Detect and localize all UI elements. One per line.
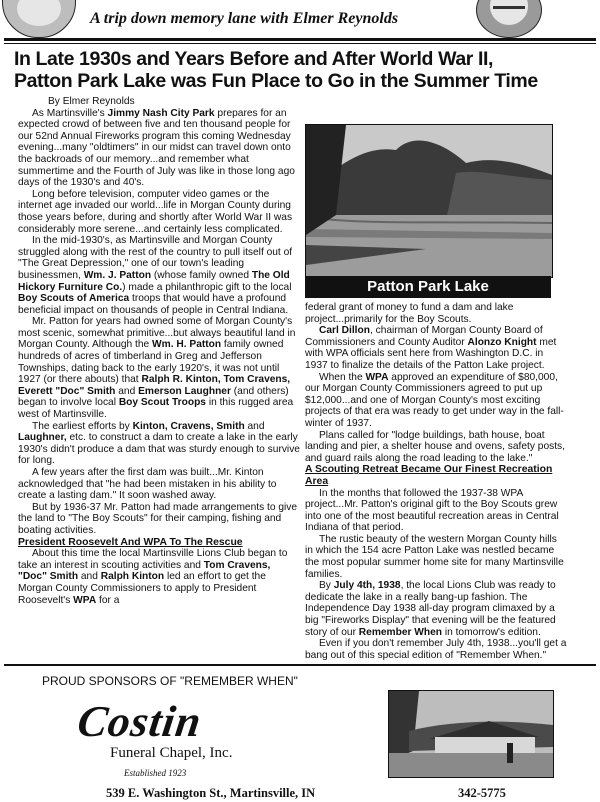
sponsor-title: PROUD SPONSORS OF "REMEMBER WHEN" xyxy=(42,674,298,688)
established-year: Established 1923 xyxy=(124,768,187,778)
paragraph: When the WPA approved an expenditure of $80,000, our Morgan County Commissioners agreed to put up $12,000...and one of Morgan County's most exciting projects of that era was ready to get under way in the fall-winter of 1937. xyxy=(305,371,564,429)
paragraph: Long before television, computer video games or the internet age invaded our world...life in Morgan County during those years before, during and shortly after World War II was considerably more serene...and certainly less complicated. xyxy=(18,188,293,235)
byline: By Elmer Reynolds xyxy=(48,96,135,107)
paragraph: Even if you don't remember July 4th, 1938...you'll get a bang out of this special edition of "Remember When." xyxy=(305,638,567,661)
paragraph: The earliest efforts by Kinton, Cravens, Smith and Laughner, etc. to construct a dam to create a lake in the early 1930's didn't produce a dam that was sturdy enough to survive for long. xyxy=(18,420,300,467)
headline-line-1: In Late 1930s and Years Before and After World War II, xyxy=(14,48,494,70)
author-portrait-right xyxy=(476,0,542,38)
chapel-phone: 342-5775 xyxy=(458,786,506,800)
paragraph: In the mid-1930's, as Martinsville and Morgan County struggled along with the rest of the country to pull itself out of "The Great Depression," one of our town's leading businessmen, Wm. J. Patton (whose family owned The Old Hickory Furniture Co.) made a philanthropic gift to the local Boy Scouts of America troops that would have a profound beneficial impact on thousands of people in Central Indiana. xyxy=(18,235,293,316)
paragraph: Mr. Patton for years had owned some of Morgan County's most scenic, somewhat primitive...but always beautiful land in Morgan County. Although the Wm. H. Patton family owned hundreds of acres of timberland in Greg and Jefferson Townships, dating back to the early 1920's, it was not until 1927 (or there abouts) that Ralph R. Kinton, Tom Cravens, Everett "Doc" Smith and Emerson Laughner (and others) began to involve local Boy Scout Troops in this rugged area west of Martinsville. xyxy=(18,316,296,421)
paragraph: About this time the local Martinsville Lions Club began to take an interest in scouting activities and Tom Cravens, "Doc" Smith and Ralph Kinton led an effort to get the Morgan County Commissioners to apply to President Roosevelt's WPA for a xyxy=(18,548,288,606)
header-rule-thin xyxy=(4,43,596,44)
article-right-column xyxy=(305,302,567,661)
paragraph: A few years after the first dam was built...Mr. Kinton acknowledged that "he had been mistaken in his ability to create a lasting dam." It soon washed away. xyxy=(18,467,277,502)
paragraph: federal grant of money to fund a dam and lake project...primarily for the Boy Scouts. xyxy=(305,302,514,325)
headline-line-2: Patton Park Lake was Fun Place to Go in the Summer Time xyxy=(14,70,538,92)
lake-photo xyxy=(305,124,553,278)
column-title: A trip down memory lane with Elmer Reynolds xyxy=(90,10,399,27)
subheading-scouting-retreat: A Scouting Retreat Became Our Finest Recreation Area xyxy=(305,464,553,487)
paragraph: In the months that followed the 1937-38 WPA project...Mr. Patton's original gift to the Boy Scouts grew into one of the most beautiful recreation areas in Central Indiana of that period. xyxy=(305,487,559,534)
subheading-roosevelt: President Roosevelt And WPA To The Rescue xyxy=(18,536,243,548)
column-header xyxy=(0,0,600,38)
paragraph: The rustic beauty of the western Morgan County hills in which the 154 acre Patton Lake was nestled became the most popular summer home site for many Martinsville families. xyxy=(305,533,564,580)
paragraph: By July 4th, 1938, the local Lions Club was ready to dedicate the lake in a really bang-up fashion. The Independence Day 1938 all-day program climaxed by a big "Fireworks Display" that evening will be the featured story of our Remember When in tomorrow's edition. xyxy=(305,580,556,638)
paragraph: Carl Dillon, chairman of Morgan County Board of Commissioners and County Auditor Alonzo Knight met with WPA officials sent here from Washington D.C. in 1937 to finalize the details of the Patton Lake project. xyxy=(305,325,557,371)
chapel-building-image xyxy=(389,691,553,777)
article-left-column xyxy=(18,96,300,606)
funeral-chapel-name: Funeral Chapel, Inc. xyxy=(110,745,233,761)
photo-caption: Patton Park Lake xyxy=(305,276,551,298)
funeral-chapel-logo: Costin xyxy=(74,697,205,746)
chapel-address: 539 E. Washington St., Martinsville, IN xyxy=(106,786,316,800)
header-rule xyxy=(4,38,596,41)
chapel-building-photo xyxy=(388,690,554,778)
article-headline xyxy=(14,48,594,92)
paragraph: Plans called for "lodge buildings, bath house, boat landing and pier, a shelter house and ovens, safety posts, and guard rails along the road leading to the lake." xyxy=(305,429,565,464)
lake-photo-image xyxy=(306,125,552,277)
author-portrait-left xyxy=(2,0,76,38)
paragraph: As Martinsville's Jimmy Nash City Park prepares for an expected crowd of between five and ten thousand people for our 52nd Annual Fireworks program this coming Wednesday evening...many "oldtimers" in our midst can travel down onto the backroads of our memory...and remember what summertime and the Fourth of July was like in those long ago days of the 1930's and 40's. xyxy=(18,107,295,189)
paragraph: But by 1936-37 Mr. Patton had made arrangements to give the land to "The Boy Scouts" for their camping, fishing and boating activities. xyxy=(18,501,298,536)
